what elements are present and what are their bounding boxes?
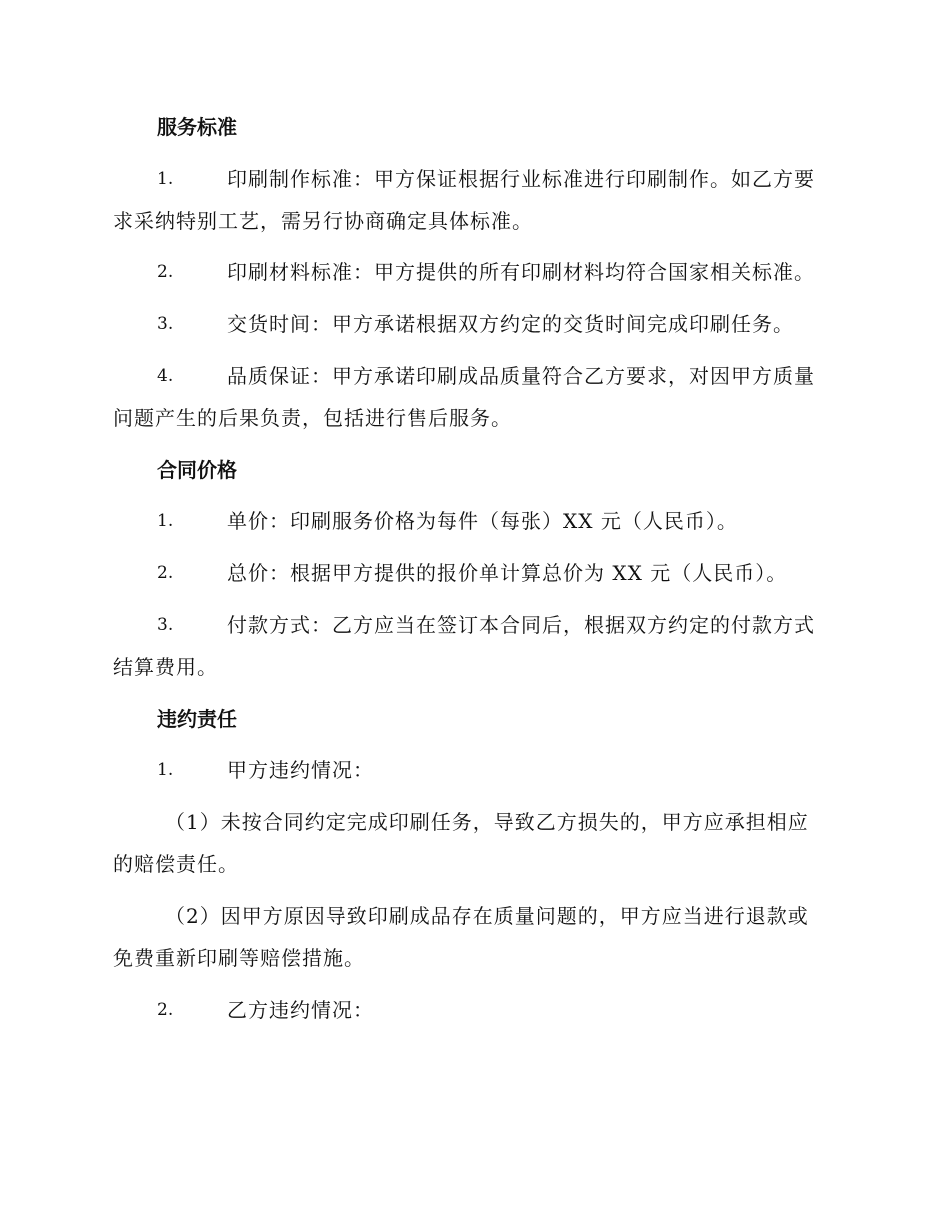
section-heading-service-standard: 服务标准 xyxy=(157,115,237,139)
list-number: 3. xyxy=(157,314,174,334)
list-item-text: 付款方式：乙方应当在签订本合同后，根据双方约定的付款方式 xyxy=(227,613,815,637)
list-item-text: 总价：根据甲方提供的报价单计算总价为 XX 元（人民币）。 xyxy=(227,561,788,585)
list-number: 2. xyxy=(157,563,174,583)
list-item-text: 品质保证：甲方承诺印刷成品质量符合乙方要求，对因甲方质量 xyxy=(227,364,815,388)
list-number: 1. xyxy=(157,760,174,780)
list-number: 2. xyxy=(157,262,174,282)
list-item-text: 甲方违约情况： xyxy=(227,758,374,782)
list-item-continuation: 结算费用。 xyxy=(113,655,218,679)
section-heading-breach-liability: 违约责任 xyxy=(157,707,237,731)
list-item-text: 单价：印刷服务价格为每件（每张）XX 元（人民币）。 xyxy=(227,509,738,533)
list-number: 3. xyxy=(157,615,174,635)
list-number: 4. xyxy=(157,366,174,386)
list-item-text: 印刷材料标准：甲方提供的所有印刷材料均符合国家相关标准。 xyxy=(227,260,815,284)
section-heading-contract-price: 合同价格 xyxy=(157,458,237,482)
sub-item-continuation: 的赔偿责任。 xyxy=(113,852,239,876)
list-item-text: 乙方违约情况： xyxy=(227,998,374,1022)
list-item-text: 印刷制作标准：甲方保证根据行业标准进行印刷制作。如乙方要 xyxy=(227,167,815,191)
list-number: 1. xyxy=(157,511,174,531)
sub-item-text: （1）未按合同约定完成印刷任务，导致乙方损失的，甲方应承担相应 xyxy=(165,810,809,834)
list-item-text: 交货时间：甲方承诺根据双方约定的交货时间完成印刷任务。 xyxy=(227,312,794,336)
list-item-continuation: 问题产生的后果负责，包括进行售后服务。 xyxy=(113,406,512,430)
list-number: 2. xyxy=(157,1000,174,1020)
sub-item-continuation: 免费重新印刷等赔偿措施。 xyxy=(113,946,365,970)
sub-item-text: （2）因甲方原因导致印刷成品存在质量问题的，甲方应当进行退款或 xyxy=(165,904,809,928)
list-number: 1. xyxy=(157,169,174,189)
list-item-continuation: 求采纳特别工艺，需另行协商确定具体标准。 xyxy=(113,209,533,233)
